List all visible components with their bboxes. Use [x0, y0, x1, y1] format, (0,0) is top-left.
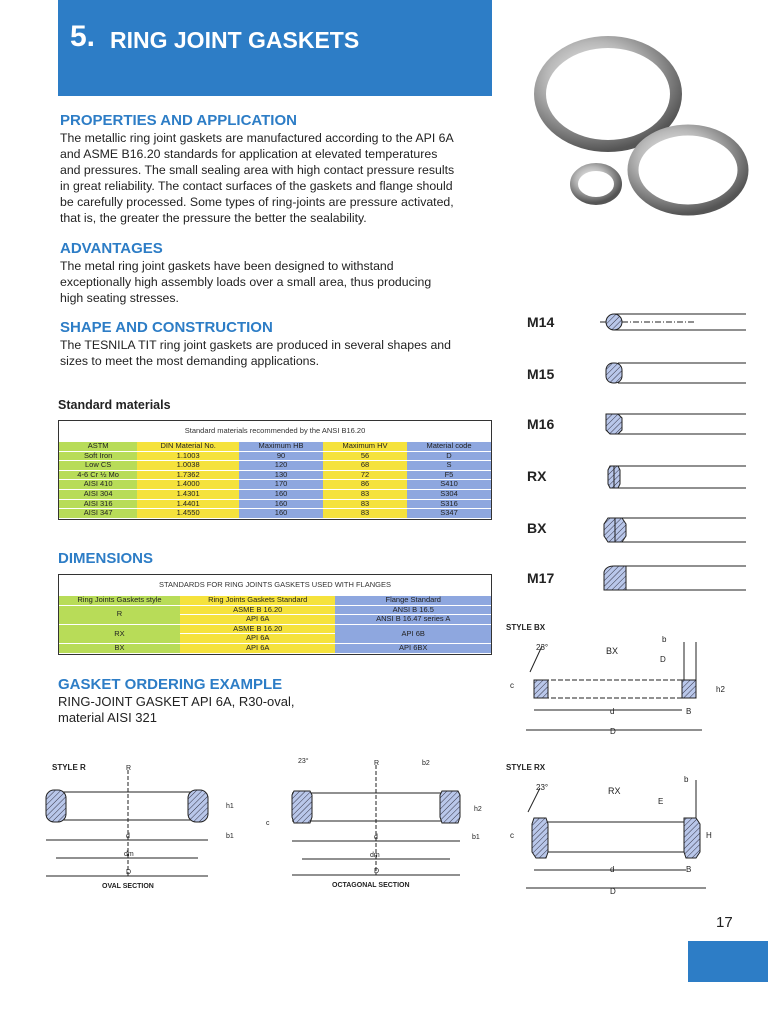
- corner-tab: [688, 941, 768, 982]
- ordering-text: RING-JOINT GASKET API 6A, R30-oval, material AISI 321: [58, 694, 295, 725]
- table-row: AISI 316 1.4401 160 83 S316: [59, 499, 491, 509]
- standards-caption: STANDARDS FOR RING JOINTS GASKETS USED WITH FLANGES: [59, 575, 491, 596]
- standards-table-frame: [58, 574, 492, 655]
- shape-label-m16: M16: [527, 416, 555, 432]
- properties-text: The metallic ring joint gaskets are manufactured according to the API 6A and ASME B16.20 standards for application at elevated temperatures and pressures. The small sealing area with high contact pressure results in great reliability. The contact surfaces of the gaskets and flange should be carefully processed. Some types of ring-joints are pressure activated, that is, the greater the pressure the better the sealability.: [60, 131, 455, 225]
- svg-text:dm: dm: [124, 851, 134, 858]
- svg-text:D: D: [610, 887, 616, 896]
- table-row: RX ASME B 16.20 API 6B: [59, 624, 491, 634]
- style-bx-diagram: [506, 632, 731, 740]
- svg-text:E: E: [658, 797, 664, 806]
- table-row: 4-6 Cr ½ Mo 1.7362 130 72 F5: [59, 470, 491, 480]
- svg-text:RX: RX: [608, 786, 621, 796]
- standards-table: [59, 575, 491, 654]
- svg-text:h1: h1: [226, 803, 234, 810]
- table-row: BX API 6A API 6BX: [59, 643, 491, 653]
- table-row: API 6A: [59, 634, 491, 644]
- svg-text:c: c: [510, 681, 514, 690]
- m14-profile: [600, 314, 746, 330]
- page-title: RING JOINT GASKETS: [110, 27, 360, 53]
- style-r-oval-diagram: [40, 760, 245, 895]
- svg-text:23°: 23°: [536, 783, 549, 792]
- svg-text:R: R: [126, 765, 132, 772]
- svg-text:b1: b1: [226, 833, 234, 840]
- ring-gaskets-photo: [508, 30, 768, 220]
- svg-text:B: B: [686, 865, 692, 874]
- svg-text:c: c: [266, 820, 270, 827]
- svg-text:c: c: [510, 831, 514, 840]
- svg-text:d: d: [610, 865, 615, 874]
- advantages-heading: ADVANTAGES: [60, 240, 163, 257]
- shape-label-rx: RX: [527, 468, 547, 484]
- svg-text:h2: h2: [474, 806, 482, 813]
- svg-text:b1: b1: [472, 834, 480, 841]
- materials-title: Standard materials: [58, 398, 171, 412]
- header-banner: [58, 0, 492, 96]
- shape-label-m15: M15: [527, 366, 555, 382]
- table-row: AISI 410 1.4000 170 86 S410: [59, 480, 491, 490]
- table-row: Low CS 1.0038 120 68 S: [59, 461, 491, 471]
- advantages-text: The metal ring joint gaskets have been designed to withstand exceptionally high assembly loads over a small area, thus producing high seating stresses.: [60, 259, 432, 305]
- dimensions-heading: DIMENSIONS: [58, 550, 154, 567]
- svg-text:D: D: [660, 655, 666, 664]
- svg-text:d: d: [126, 833, 130, 840]
- svg-text:OVAL SECTION: OVAL SECTION: [102, 883, 154, 890]
- materials-table: [59, 421, 491, 519]
- table-row: API 6A ANSI B 16.47 series A: [59, 615, 491, 625]
- table-row: Soft Iron 1.1003 90 56 D: [59, 451, 491, 461]
- style-r-label: STYLE R: [52, 763, 86, 772]
- materials-table-frame: [58, 420, 492, 520]
- svg-text:R: R: [374, 760, 380, 767]
- bx-profile: [604, 518, 746, 542]
- m16-profile: [606, 414, 746, 434]
- shape-profiles: [596, 300, 768, 600]
- shape-text: The TESNILA TIT ring joint gaskets are produced in several shapes and sizes to meet the most demanding applications.: [60, 338, 451, 368]
- materials-caption: Standard materials recommended by the ANSI B16.20: [59, 421, 491, 442]
- shape-label-bx: BX: [527, 520, 547, 536]
- style-rx-label: STYLE RX: [506, 763, 546, 772]
- svg-text:b2: b2: [422, 760, 430, 767]
- table-row: AISI 304 1.4301 160 83 S304: [59, 489, 491, 499]
- svg-text:23°: 23°: [536, 643, 549, 652]
- shape-label-m17: M17: [527, 570, 555, 586]
- svg-text:h2: h2: [716, 685, 725, 694]
- svg-text:H: H: [706, 831, 712, 840]
- style-r-octagonal-diagram: [262, 755, 494, 895]
- svg-text:D: D: [374, 868, 380, 875]
- m17-profile: [604, 566, 746, 590]
- svg-text:23°: 23°: [298, 758, 309, 765]
- svg-text:b: b: [662, 635, 667, 644]
- section-number: 5.: [70, 20, 96, 53]
- svg-text:b: b: [684, 775, 689, 784]
- properties-heading: PROPERTIES AND APPLICATION: [60, 112, 297, 129]
- page-number: 17: [716, 914, 733, 931]
- svg-text:d: d: [610, 707, 615, 716]
- svg-text:dm: dm: [370, 852, 380, 859]
- table-header-row: ASTM DIN Material No. Maximum HB Maximum HV Material code: [59, 442, 491, 452]
- table-row: R ASME B 16.20 ANSI B 16.5: [59, 605, 491, 615]
- ordering-heading: GASKET ORDERING EXAMPLE: [58, 676, 283, 693]
- svg-text:D: D: [610, 727, 616, 736]
- svg-text:BX: BX: [606, 646, 619, 656]
- table-row: AISI 347 1.4550 160 83 S347: [59, 509, 491, 519]
- style-rx-diagram: [506, 772, 731, 897]
- svg-text:d: d: [374, 834, 378, 841]
- svg-text:OCTAGONAL SECTION: OCTAGONAL SECTION: [332, 882, 410, 889]
- svg-text:D: D: [126, 869, 132, 876]
- shape-heading: SHAPE AND CONSTRUCTION: [60, 319, 273, 336]
- rx-profile: [608, 466, 746, 488]
- shape-label-m14: M14: [527, 314, 555, 330]
- style-bx-label: STYLE BX: [506, 623, 546, 632]
- svg-text:B: B: [686, 707, 692, 716]
- m15-profile: [606, 363, 746, 383]
- table-header-row: Ring Joints Gaskets style Ring Joints Gaskets Standard Flange Standard: [59, 596, 491, 606]
